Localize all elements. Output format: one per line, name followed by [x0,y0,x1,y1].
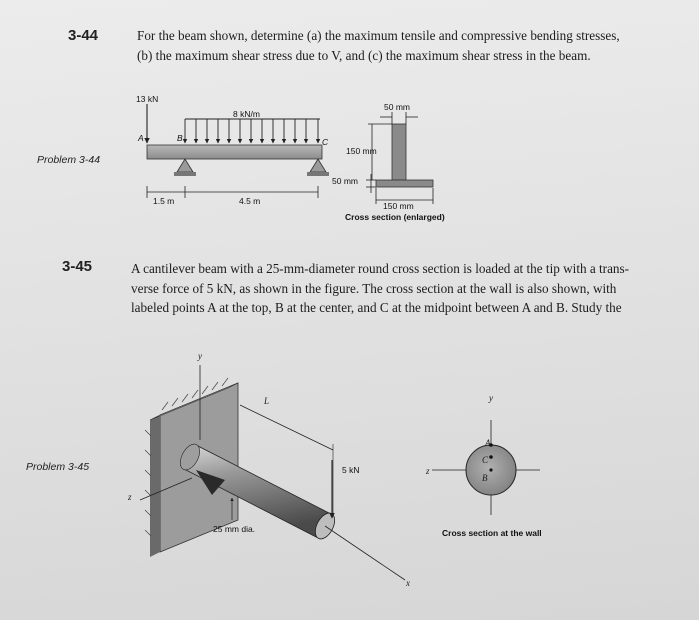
axis-z-label: z [128,492,132,502]
length-dim-line [240,405,333,450]
problem-344-line-1: For the beam shown, determine (a) the maximum tensile and compressive bending stresses, [137,28,620,43]
cs-height-label: 150 mm [346,146,377,156]
problem-345-statement [131,259,699,318]
problem-344-label: Problem 3-44 [37,154,101,166]
support-b [174,159,196,176]
problem-345-number: 3-45 [62,258,93,275]
problem-344-number: 3-44 [68,27,99,44]
point-load-label: 13 kN [136,94,159,104]
cs-top-width-label: 50 mm [384,102,410,112]
wall-cross-section-caption: Cross section at the wall [442,528,542,538]
cross-section-caption: Cross section (enlarged) [345,212,445,222]
cs-y-label: y [489,393,493,403]
span-main-label: 4.5 m [239,196,261,206]
cs-bottom-width-label: 150 mm [383,201,414,211]
span-left-label: 1.5 m [153,196,175,206]
wall-edge [150,415,160,557]
t-cross-section [376,124,433,187]
axis-x-line [325,526,405,580]
axis-x-label: x [406,578,410,588]
circular-cross-section [432,420,540,515]
diameter-label: 25 mm dia. [213,524,256,534]
problem-345-line-3: labeled points A at the top, B at the center, and C at the midpoint between A and B. Study the [131,300,622,315]
cs-point-a-label: A [485,438,491,448]
point-a-label: A [138,133,144,143]
point-b-label: B [177,133,183,143]
beam-body [147,145,322,159]
axis-y-label: y [198,351,202,361]
problem-345-label: Problem 3-45 [26,461,90,473]
distributed-load-label: 8 kN/m [233,109,260,119]
problem-345-line-2: verse force of 5 kN, as shown in the figure. The cross section at the wall is also shown, with [131,280,617,296]
force-label: 5 kN [342,465,360,475]
cs-flange-label: 50 mm [332,176,358,186]
problem-344-line-2: (b) the maximum shear stress due to V, and (c) the maximum shear stress in the beam. [137,47,591,63]
distributed-load-arrows [185,119,318,143]
cs-z-label: z [426,466,430,476]
support-c [307,159,329,176]
cantilever-figure [140,365,405,580]
length-label: L [264,396,270,406]
problem-345-line-1: A cantilever beam with a 25-mm-diameter round cross section is loaded at the tip with a trans- [131,261,630,276]
cs-point-c-label: C [482,455,489,465]
point-c-label: C [322,137,329,147]
cs-point-b-label: B [482,473,488,483]
